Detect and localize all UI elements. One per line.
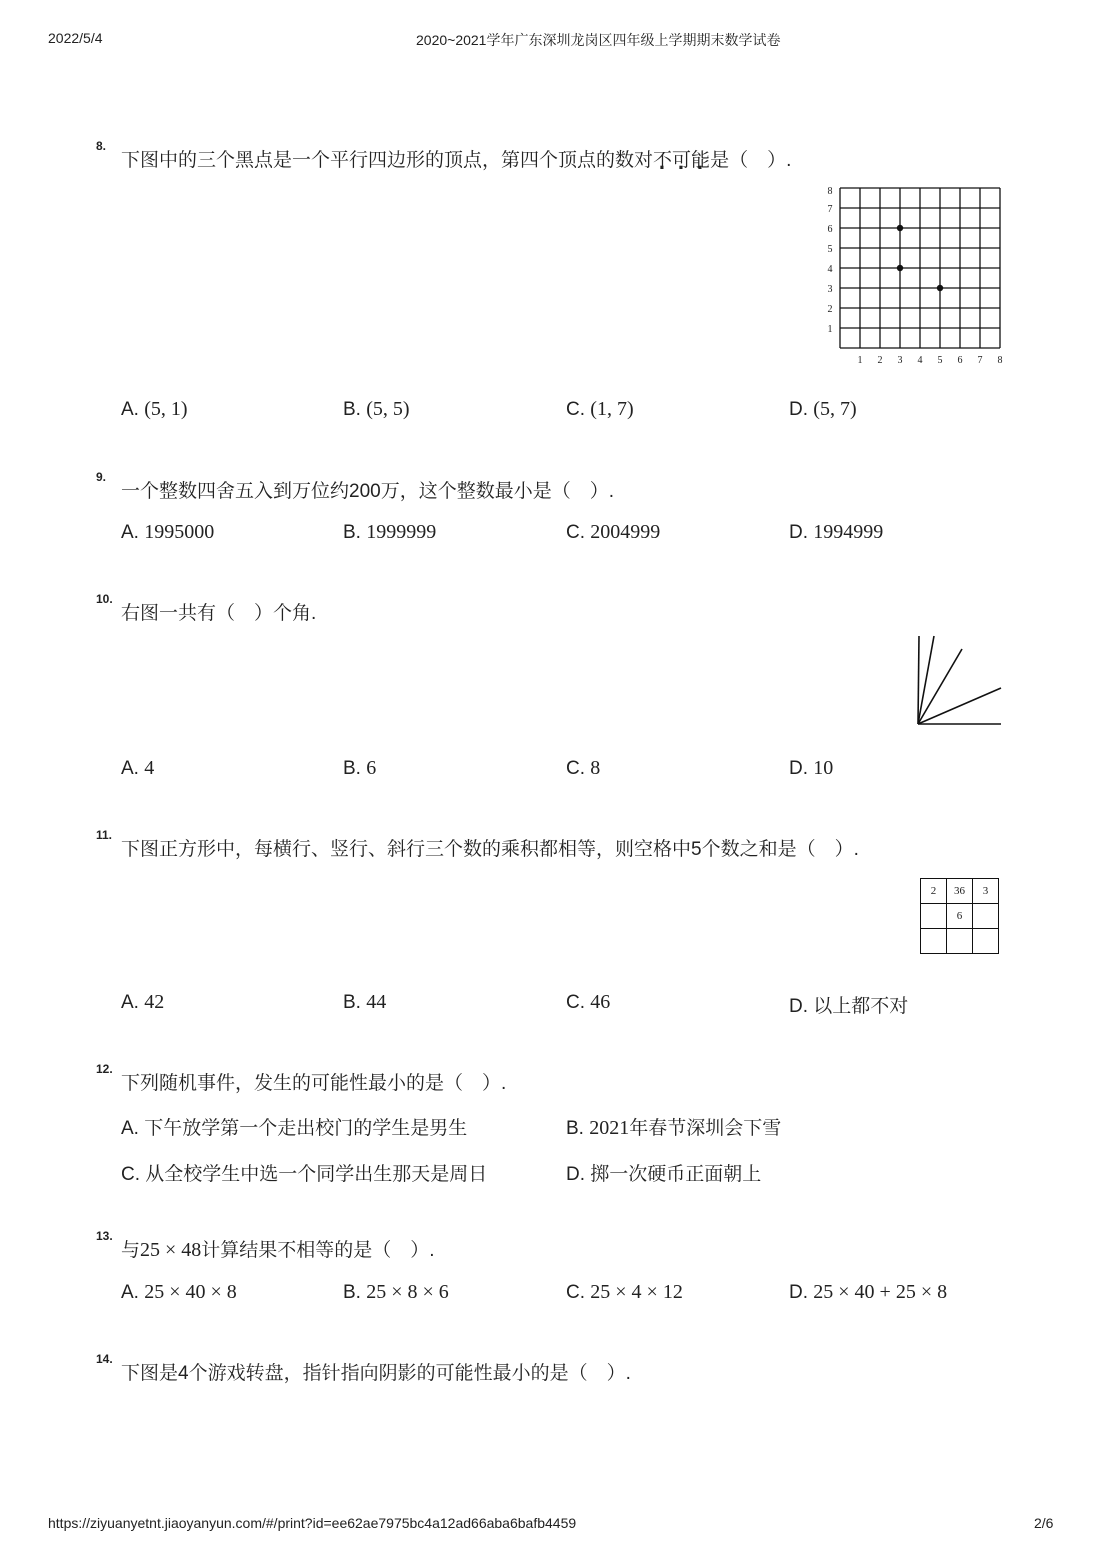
x-tick-label: 2: [877, 355, 883, 366]
question-text: 下图中的三个黑点是一个平行四边形的顶点，第四个顶点的数对不可能是（ ）.: [121, 145, 791, 172]
option-d[interactable]: D. 1994999: [789, 521, 884, 543]
y-tick-label: 7: [827, 204, 833, 215]
square-cell: 2: [921, 879, 947, 904]
y-tick-label: 4: [827, 264, 833, 275]
option-c[interactable]: C. 25 × 4 × 12: [566, 1281, 683, 1303]
question-number: 8.: [96, 139, 107, 153]
option-b[interactable]: B. 25 × 8 × 6: [343, 1281, 449, 1303]
option-a[interactable]: A. 1995000: [121, 521, 215, 543]
square-cell: [921, 929, 947, 954]
option-c[interactable]: C. 46: [566, 991, 611, 1013]
question-text: 下图正方形中，每横行、竖行、斜行三个数的乘积都相等，则空格中5个数之和是（ ）.: [121, 839, 859, 860]
square-cell: [973, 904, 999, 929]
square-cell: 3: [973, 879, 999, 904]
option-a[interactable]: A. (5, 1): [121, 398, 188, 420]
option-a[interactable]: A. 25 × 40 × 8: [121, 1281, 237, 1303]
option-d[interactable]: D. 10: [789, 757, 834, 779]
x-tick-label: 4: [917, 355, 923, 366]
ray: [918, 636, 919, 724]
y-tick-label: 5: [827, 244, 833, 255]
emphasis-char: 不: [653, 150, 673, 171]
header-date: 2022/5/4: [48, 30, 103, 46]
question-text: 一个整数四舍五入到万位约200万，这个整数最小是（ ）.: [121, 481, 614, 502]
x-tick-label: 3: [897, 355, 903, 366]
option-a[interactable]: A. 4: [121, 757, 155, 779]
option-d[interactable]: D. 以上都不对: [789, 996, 909, 1017]
square-cell: [947, 929, 973, 954]
option-d[interactable]: D. 25 × 40 + 25 × 8: [789, 1281, 948, 1303]
option-b[interactable]: B. 44: [343, 991, 387, 1013]
question-number: 13.: [96, 1229, 113, 1243]
question-number: 9.: [96, 470, 107, 484]
question-text: 下列随机事件，发生的可能性最小的是（ ）.: [121, 1073, 507, 1094]
x-tick-label: 6: [957, 355, 963, 366]
y-tick-label: 1: [827, 324, 833, 335]
y-axis-labels: [828, 186, 833, 335]
vertex-point: [897, 225, 903, 231]
footer-page-number: 2/6: [1034, 1515, 1054, 1531]
vertex-point: [897, 265, 903, 271]
header-title: 2020~2021学年广东深圳龙岗区四年级上学期期末数学试卷: [416, 32, 781, 48]
square-cell: [973, 929, 999, 954]
x-axis-labels: [858, 355, 1003, 366]
option-b[interactable]: B. 1999999: [343, 521, 437, 543]
option-a[interactable]: A. 42: [121, 991, 165, 1013]
question-text: 下图是4个游戏转盘，指针指向阴影的可能性最小的是（ ）.: [121, 1363, 631, 1384]
angle-rays-figure: [912, 630, 1007, 730]
option-a[interactable]: A. 下午放学第一个走出校门的学生是男生: [121, 1118, 468, 1139]
emphasis-char: 能: [691, 150, 711, 171]
question-number: 10.: [96, 592, 113, 606]
y-tick-label: 6: [827, 224, 833, 235]
option-b[interactable]: B. 6: [343, 757, 377, 779]
option-b[interactable]: B. (5, 5): [343, 398, 410, 420]
x-tick-label: 7: [977, 355, 983, 366]
square-cell: 36: [947, 879, 973, 904]
y-tick-label: 2: [827, 304, 833, 315]
y-tick-label: 3: [827, 284, 833, 295]
x-tick-label: 5: [937, 355, 943, 366]
option-d[interactable]: D. 掷一次硬币正面朝上: [566, 1164, 762, 1185]
grid-lines: [840, 188, 1000, 348]
question-number: 11.: [96, 828, 113, 842]
option-c[interactable]: C. (1, 7): [566, 398, 634, 420]
x-tick-label: 1: [857, 355, 863, 366]
option-d[interactable]: D. (5, 7): [789, 398, 857, 420]
option-c[interactable]: C. 8: [566, 757, 601, 779]
vertex-point: [937, 285, 943, 291]
emphasis-char: 可: [672, 150, 692, 171]
x-tick-label: 8: [997, 355, 1003, 366]
magic-square: [920, 878, 999, 954]
option-c[interactable]: C. 从全校学生中选一个同学出生那天是周日: [121, 1164, 488, 1185]
ray: [918, 688, 1001, 724]
coordinate-grid-figure: [820, 180, 1020, 375]
y-tick-label: 8: [827, 186, 833, 197]
square-cell: 6: [947, 904, 973, 929]
option-c[interactable]: C. 2004999: [566, 521, 661, 543]
square-cell: [921, 904, 947, 929]
question-number: 12.: [96, 1062, 113, 1076]
option-b[interactable]: B. 2021年春节深圳会下雪: [566, 1117, 782, 1139]
question-text: 右图一共有（ ）个角.: [121, 603, 317, 624]
footer-url[interactable]: https://ziyuanyetnt.jiaoyanyun.com/#/print?id=ee62ae7975bc4a12ad66aba6bafb4459: [48, 1515, 577, 1531]
question-number: 14.: [96, 1352, 113, 1366]
question-text: 与25 × 48计算结果不相等的是（ ）.: [121, 1239, 435, 1261]
